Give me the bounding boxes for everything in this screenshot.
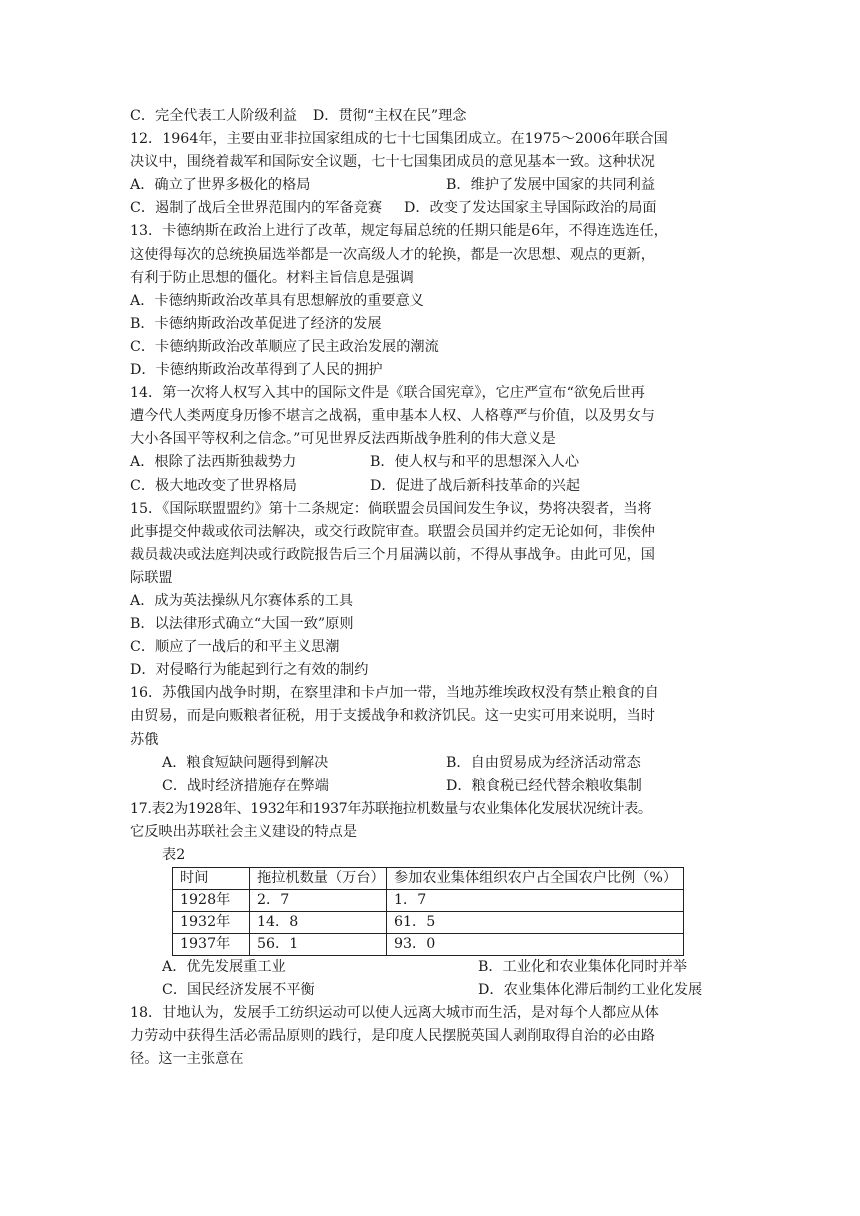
question-stem: 17.表2为1928年、1932年和1937年苏联拖拉机数量与农业集体化发展状况统计表。 (130, 800, 652, 817)
question-stem: 际联盟 (130, 569, 173, 586)
question-stem: 15．《国际联盟盟约》第十二条规定：倘联盟会员国间发生争议，势将决裂者，当将 (130, 500, 652, 517)
question-16 (130, 682, 730, 797)
option-d: D．粮食税已经代替余粮收集制 (446, 777, 642, 794)
option-d: D．卡德纳斯政治改革得到了人民的拥护 (130, 362, 383, 379)
question-stem: 16．苏俄国内战争时期，在察里津和卡卢加一带，当地苏维埃政权没有禁止粮食的自 (130, 685, 659, 702)
option-b: B．卡德纳斯政治改革促进了经济的发展 (130, 315, 382, 332)
options-row (130, 197, 730, 220)
option-d: D．贯彻“主权在民”理念 (312, 108, 467, 124)
option-a: A．根除了法西斯独裁势力 (130, 454, 297, 471)
question-stem: 遭今代人类两度身历惨不堪言之战祸，重申基本人权、人格尊严与价值，以及男女与 (130, 408, 655, 425)
options-row (130, 752, 730, 775)
option-a: A．优先发展重工业 (162, 959, 286, 976)
header-cell: 参加农业集体组织农户占全国农户比例（%） (387, 868, 684, 890)
question-13 (130, 220, 730, 382)
table-cell: 2．7 (250, 890, 387, 912)
question-stem: 有利于防止思想的僵化。材料主旨信息是强调 (130, 269, 414, 286)
question-stem: 裁员裁决或法庭判决或行政院报告后三个月届满以前，不得从事战争。由此可见，国 (130, 546, 655, 563)
option-d: D．改变了发达国家主导国际政治的局面 (404, 200, 657, 217)
question-stem: 这使得每次的总统换届选举都是一次高级人才的轮换，都是一次思想、观点的更新， (130, 246, 655, 263)
table-row (173, 890, 684, 912)
table-cell: 61．5 (387, 912, 684, 934)
question-stem: 力劳动中获得生活必需品原则的践行，是印度人民摆脱英国人剥削取得自治的必由路 (130, 1028, 655, 1045)
question-stem: 14．第一次将人权写入其中的国际文件是《联合国宪章》，它庄严宣布“欲免后世再 (130, 385, 645, 402)
option-a: A．卡德纳斯政治改革具有思想解放的重要意义 (130, 292, 424, 309)
option-c: C．极大地改变了世界格局 (130, 477, 297, 494)
option-c: C．国民经济发展不平衡 (162, 982, 315, 999)
option-c: C．遏制了战后全世界范围内的军备竞赛 (130, 200, 383, 217)
options-row (130, 451, 730, 474)
option-c: C．战时经济措施存在弊端 (162, 777, 329, 794)
question-stem: 12．1964年，主要由亚非拉国家组成的七十七国集团成立。在1975～2006年联合国 (130, 131, 668, 148)
table-cell: 1．7 (387, 890, 684, 912)
option-d: D．农业集体化滞后制约工业化发展 (478, 982, 703, 999)
table-cell: 1937年 (173, 934, 250, 956)
question-stem: 苏俄 (130, 731, 159, 748)
table-cell: 1932年 (173, 912, 250, 934)
question-18 (130, 1002, 730, 1071)
question-stem: 此事提交仲裁或依司法解决，或交行政院审查。联盟会员国并约定无论如何，非俟仲 (130, 523, 655, 540)
question-17 (130, 798, 730, 1002)
option-a: A．确立了世界多极化的格局 (130, 177, 311, 194)
table-row (173, 912, 684, 934)
table-header-row (173, 868, 684, 890)
options-row (130, 174, 730, 197)
question-stem: 它反映出苏联社会主义建设的特点是 (130, 823, 358, 840)
table-cell: 1928年 (173, 890, 250, 912)
option-a: A．粮食短缺问题得到解决 (162, 754, 329, 771)
header-cell: 拖拉机数量（万台） (250, 868, 387, 890)
option-b: B．使人权与和平的思想深入人心 (370, 454, 580, 471)
options-row (130, 105, 730, 128)
table-cell: 14．8 (250, 912, 387, 934)
option-b: B．工业化和农业集体化同时并举 (478, 959, 688, 976)
table-caption: 表2 (162, 847, 186, 863)
header-cell: 时间 (173, 868, 250, 890)
question-14 (130, 382, 730, 497)
question-stem: 径。这一主张意在 (130, 1051, 244, 1068)
option-a: A．成为英法操纵凡尔赛体系的工具 (130, 592, 354, 609)
option-c: C．完全代表工人阶级利益 (130, 108, 297, 124)
question-stem: 决议中，围绕着裁军和国际安全议题，七十七国集团成员的意见基本一致。这种状况 (130, 154, 655, 171)
table-cell: 56．1 (250, 934, 387, 956)
option-b: B．维护了发展中国家的共同利益 (446, 177, 656, 194)
options-row (130, 475, 730, 498)
option-c: C．卡德纳斯政治改革顺应了民主政治发展的潮流 (130, 338, 439, 355)
table-row (173, 934, 684, 956)
option-d: D．促进了战后新科技革命的兴起 (370, 477, 581, 494)
table-cell: 93．0 (387, 934, 684, 956)
option-d: D．对侵略行为能起到行之有效的制约 (130, 662, 369, 679)
options-row (130, 956, 730, 979)
question-12 (130, 128, 730, 220)
question-15 (130, 498, 730, 683)
exam-page (130, 105, 730, 1072)
question-stem: 由贸易，而是向贩粮者征税，用于支援战争和救济饥民。这一史实可用来说明，当时 (130, 708, 655, 725)
option-b: B．自由贸易成为经济活动常态 (446, 754, 641, 771)
question-stem: 大小各国平等权利之信念。”可见世界反法西斯战争胜利的伟大意义是 (130, 431, 556, 448)
option-b: B．以法律形式确立“大国一致”原则 (130, 616, 354, 633)
question-stem: 18．甘地认为，发展手工纺织运动可以使人远离大城市而生活，是对每个人都应从体 (130, 1005, 659, 1022)
question-stem: 13．卡德纳斯在政治上进行了改革，规定每届总统的任期只能是6年，不得连选连任， (130, 223, 668, 240)
options-row (130, 775, 730, 798)
options-row (130, 979, 730, 1002)
statistics-table (172, 867, 684, 956)
option-c: C．顺应了一战后的和平主义思潮 (130, 639, 340, 656)
